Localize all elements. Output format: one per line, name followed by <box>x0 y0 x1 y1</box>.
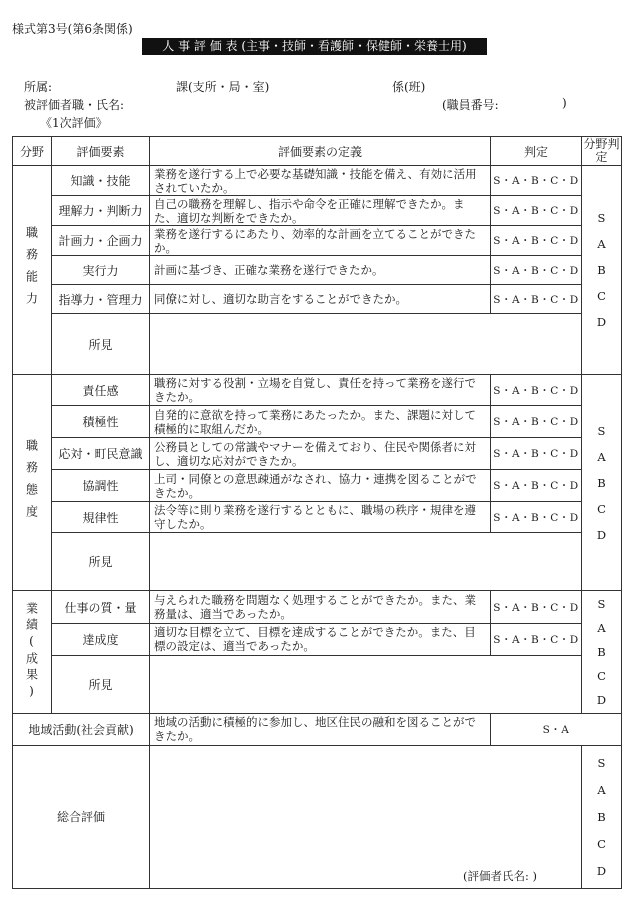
grade-letter: A <box>597 449 606 464</box>
grade-letter: D <box>596 315 607 330</box>
grade-cell[interactable]: S・A・B・C・D <box>491 226 582 256</box>
table-row <box>13 256 622 285</box>
table-row <box>13 591 622 623</box>
overall-grade[interactable] <box>582 745 622 888</box>
staff-number-label: (職員番号: <box>442 98 499 112</box>
remark-label: 所見 <box>52 655 150 713</box>
community-label: 地域活動(社会貢献) <box>13 713 150 745</box>
table-row <box>13 196 622 226</box>
element-cell: 協調性 <box>52 470 150 502</box>
remark-row <box>13 314 622 375</box>
header-row <box>13 137 622 166</box>
table-row <box>13 502 622 533</box>
header-element: 評価要素 <box>52 137 150 166</box>
grade-letter: B <box>597 263 606 278</box>
staff-number-close: ) <box>562 96 567 110</box>
element-cell: 責任感 <box>52 375 150 406</box>
grade-cell[interactable]: S・A・B・C・D <box>491 256 582 285</box>
unit-label: 係(班) <box>392 80 426 94</box>
definition-cell: 与えられた職務を問題なく処理することができたか。また、業務量は、適当であったか。 <box>150 591 491 623</box>
definition-cell: 計画に基づき、正確な業務を遂行できたか。 <box>150 256 491 285</box>
evaluator-signature: (評価者氏名: ) <box>462 869 537 883</box>
header-definition: 評価要素の定義 <box>150 137 491 166</box>
affiliation-label: 所属: <box>24 80 53 94</box>
header-field: 分野 <box>13 137 52 166</box>
grade-letter: S <box>597 597 606 612</box>
grade-letter: C <box>597 289 606 304</box>
definition-cell: 適切な目標を立て、目標を達成することができたか。また、目標の設定は、適当であったか。 <box>150 623 491 655</box>
remark-field[interactable] <box>150 314 582 375</box>
field-results: 業績(成果) <box>13 591 52 713</box>
grade-cell[interactable]: S・A・B・C・D <box>491 406 582 438</box>
element-cell: 積極性 <box>52 406 150 438</box>
grade-letter: D <box>596 527 607 542</box>
remark-field[interactable] <box>150 655 582 713</box>
grade-letter: C <box>597 669 606 684</box>
overall-row <box>13 745 622 888</box>
table-row <box>13 166 622 196</box>
evaluation-table <box>12 136 622 889</box>
definition-cell: 職務に対する役割・立場を自覚し、責任を持って業務を遂行できたか。 <box>150 375 491 406</box>
table-row <box>13 470 622 502</box>
grade-cell[interactable]: S・A・B・C・D <box>491 470 582 502</box>
table-row <box>13 406 622 438</box>
element-cell: 理解力・判断力 <box>52 196 150 226</box>
grade-cell[interactable]: S・A・B・C・D <box>491 502 582 533</box>
grade-letter: S <box>597 755 606 770</box>
field-attitude: 職務態度 <box>13 375 52 591</box>
grade-letter: S <box>597 423 606 438</box>
grade-letter: D <box>596 863 607 878</box>
definition-cell: 公務員としての常識やマナーを備えており、住民や関係者に対し、適切な応対ができたか。 <box>150 438 491 470</box>
table-row <box>13 438 622 470</box>
field-grade-attitude[interactable] <box>582 375 622 591</box>
grade-cell[interactable]: S・A・B・C・D <box>491 285 582 314</box>
grade-letter: S <box>597 211 606 226</box>
grade-cell[interactable]: S・A・B・C・D <box>491 623 582 655</box>
overall-comment-field[interactable] <box>150 745 582 888</box>
grade-letter: C <box>597 836 606 851</box>
header-grade: 判定 <box>491 137 582 166</box>
definition-cell: 業務を遂行する上で必要な基礎知識・技能を備え、有効に活用されていたか。 <box>150 166 491 196</box>
grade-cell[interactable]: S・A・B・C・D <box>491 438 582 470</box>
grade-letter: D <box>596 693 607 708</box>
remark-row <box>13 533 622 591</box>
element-cell: 規律性 <box>52 502 150 533</box>
grade-cell[interactable]: S・A・B・C・D <box>491 591 582 623</box>
section-label: 課(支所・局・室) <box>176 80 270 94</box>
form-title: 人 事 評 価 表 (主事・技師・看護師・保健師・栄養士用) <box>142 38 487 55</box>
remark-row <box>13 655 622 713</box>
grade-letter: A <box>597 782 606 797</box>
element-cell: 実行力 <box>52 256 150 285</box>
remark-field[interactable] <box>150 533 582 591</box>
evaluation-phase: 《1次評価》 <box>40 116 108 130</box>
element-cell: 指導力・管理力 <box>52 285 150 314</box>
field-grade-results[interactable] <box>582 591 622 713</box>
element-cell: 計画力・企画力 <box>52 226 150 256</box>
element-cell: 応対・町民意識 <box>52 438 150 470</box>
element-cell: 知識・技能 <box>52 166 150 196</box>
community-definition: 地域の活動に積極的に参加し、地区住民の融和を図ることができたか。 <box>150 713 491 745</box>
grade-letter: B <box>597 809 606 824</box>
element-cell: 達成度 <box>52 623 150 655</box>
grade-letter: B <box>597 475 606 490</box>
overall-label: 総合評価 <box>13 745 150 888</box>
definition-cell: 自己の職務を理解し、指示や命令を正確に理解できたか。また、適切な判断をできたか。 <box>150 196 491 226</box>
definition-cell: 同僚に対し、適切な助言をすることができたか。 <box>150 285 491 314</box>
field-grade-ability[interactable] <box>582 166 622 375</box>
definition-cell: 業務を遂行するにあたり、効率的な計画を立てることができたか。 <box>150 226 491 256</box>
grade-letter: A <box>597 621 606 636</box>
definition-cell: 自発的に意欲を持って業務にあたったか。また、課題に対して積極的に取組んだか。 <box>150 406 491 438</box>
definition-cell: 上司・同僚との意思疎通がなされ、協力・連携を図ることができたか。 <box>150 470 491 502</box>
table-row <box>13 226 622 256</box>
table-row <box>13 623 622 655</box>
community-row <box>13 713 622 745</box>
remark-label: 所見 <box>52 314 150 375</box>
grade-cell[interactable]: S・A・B・C・D <box>491 375 582 406</box>
grade-letter: A <box>597 237 606 252</box>
grade-letter: C <box>597 501 606 516</box>
table-row <box>13 375 622 406</box>
grade-cell[interactable]: S・A・B・C・D <box>491 196 582 226</box>
field-ability: 職務能力 <box>13 166 52 375</box>
element-cell: 仕事の質・量 <box>52 591 150 623</box>
form-number: 様式第3号(第6条関係) <box>12 22 133 36</box>
evaluatee-label: 被評価者職・氏名: <box>24 98 125 112</box>
remark-label: 所見 <box>52 533 150 591</box>
community-grade[interactable]: S・A <box>491 713 622 745</box>
grade-letter: B <box>597 645 606 660</box>
table-row <box>13 285 622 314</box>
grade-cell[interactable]: S・A・B・C・D <box>491 166 582 196</box>
header-field-grade: 分野判定 <box>583 137 620 165</box>
definition-cell: 法令等に則り業務を遂行するとともに、職場の秩序・規律を遵守したか。 <box>150 502 491 533</box>
